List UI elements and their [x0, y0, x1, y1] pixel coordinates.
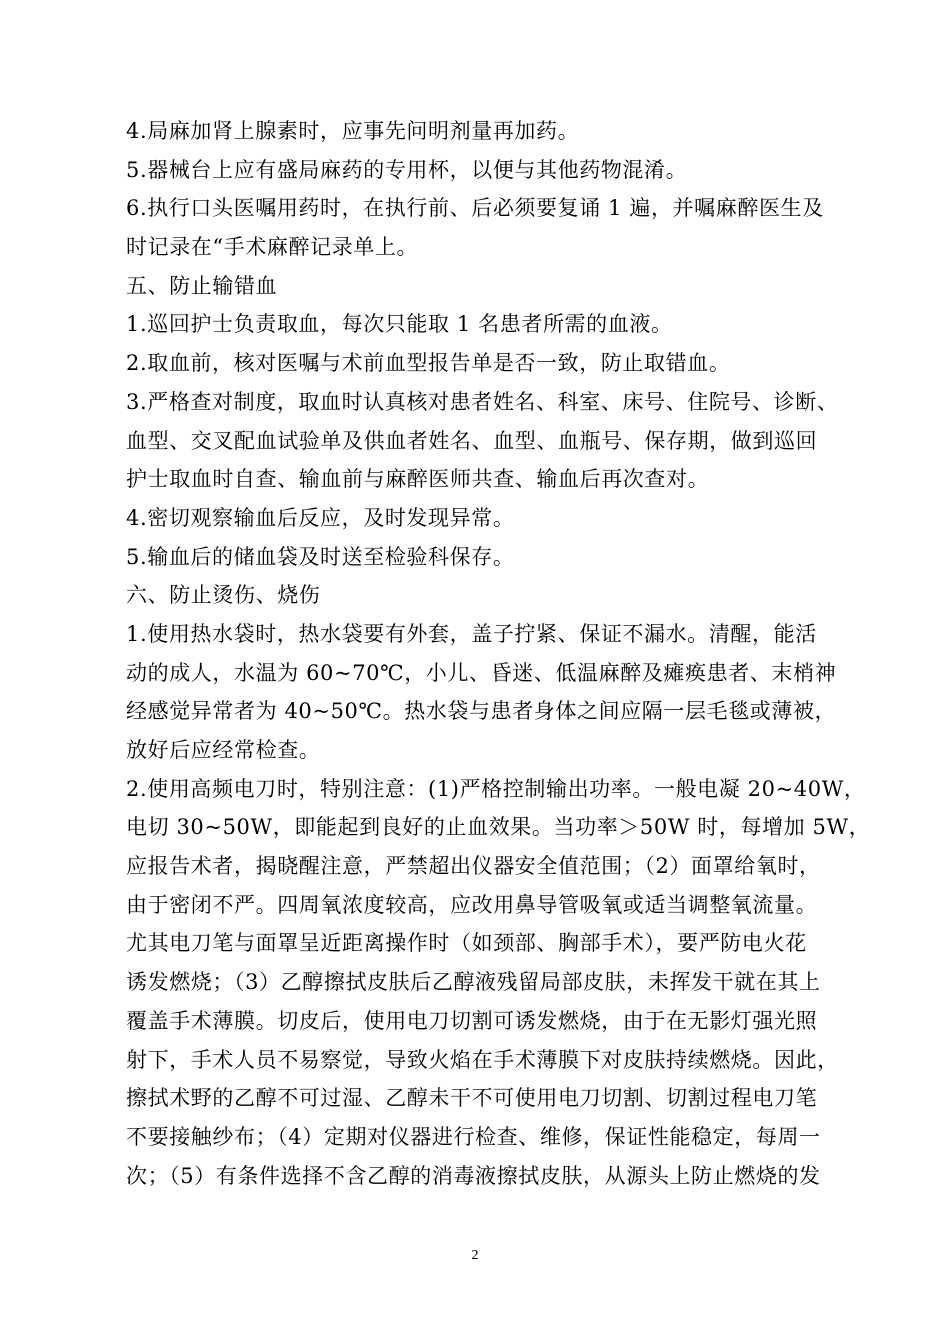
- text-line: 护士取血时自查、输血前与麻醉医师共查、输血后再次查对。: [126, 467, 710, 492]
- text-line: 覆盖手术薄膜。切皮后，使用电刀切割可诱发燃烧，由于在无影灯强光照: [126, 1008, 818, 1033]
- text-line: 5.输血后的储血袋及时送至检验科保存。: [126, 544, 515, 569]
- text-line: 擦拭术野的乙醇不可过湿、乙醇未干不可使用电刀切割、切割过程电刀笔: [126, 1086, 818, 1111]
- text-line: 不要接触纱布；（4）定期对仪器进行检查、维修，保证性能稳定，每周一: [126, 1124, 821, 1149]
- text-line: 时记录在“手术麻醉记录单上。: [126, 235, 419, 260]
- section-heading: 五、防止输错血: [126, 273, 278, 298]
- text-line: 次；（5）有条件选择不含乙醇的消毒液擦拭皮肤，从源头上防止燃烧的发: [126, 1163, 821, 1188]
- text-line: 1.巡回护士负责取血，每次只能取 1 名患者所需的血液。: [126, 312, 673, 337]
- text-line: 血型、交叉配血试验单及供血者姓名、血型、血瓶号、保存期，做到巡回: [126, 428, 818, 453]
- text-line: 电切 30~50W，即能起到良好的止血效果。当功率＞50W 时，每增加 5W，: [126, 815, 871, 840]
- text-line: 由于密闭不严。四周氧浓度较高，应改用鼻导管吸氧或适当调整氧流量。: [126, 892, 818, 917]
- text-line: 4.密切观察输血后反应，及时发现异常。: [126, 505, 515, 530]
- text-line: 射下，手术人员不易察觉，导致火焰在手术薄膜下对皮肤持续燃烧。因此，: [126, 1047, 839, 1072]
- text-line: 诱发燃烧；（3）乙醇擦拭皮肤后乙醇液残留局部皮肤，未挥发干就在其上: [126, 970, 821, 995]
- text-line: 经感觉异常者为 40~50℃。热水袋与患者身体之间应隔一层毛毯或薄被，: [126, 699, 837, 724]
- text-line: 放好后应经常检查。: [126, 738, 321, 762]
- text-line: 尤其电刀笔与面罩呈近距离操作时（如颈部、胸部手术），要严防电火花: [126, 931, 807, 956]
- text-line: 2.使用高频电刀时，特别注意：(1)严格控制输出功率。一般电凝 20~40W，: [126, 776, 866, 801]
- section-heading: 六、防止烫伤、烧伤: [126, 583, 321, 608]
- text-line: 1.使用热水袋时，热水袋要有外套，盖子拧紧、保证不漏水。清醒，能活: [126, 621, 817, 646]
- document-body: [126, 112, 871, 1195]
- text-line: 动的成人，水温为 60~70℃，小儿、昏迷、低温麻醉及瘫痪患者、末梢神: [126, 660, 837, 685]
- text-line: 3.严格查对制度，取血时认真核对患者姓名、科室、床号、住院号、诊断、: [126, 389, 839, 414]
- page-number: 2: [471, 1248, 479, 1263]
- text-line: 6.执行口头医嘱用药时，在执行前、后必须要复诵 1 遍，并嘱麻醉医生及: [126, 196, 824, 221]
- text-line: 应报告术者，揭晓醒注意，严禁超出仪器安全值范围；（2）面罩给氧时，: [126, 854, 821, 879]
- text-line: 5.器械台上应有盛局麻药的专用杯，以便与其他药物混淆。: [126, 157, 688, 182]
- text-line: 2.取血前，核对医嘱与术前血型报告单是否一致，防止取错血。: [126, 351, 731, 376]
- text-line: 4.局麻加肾上腺素时，应事先问明剂量再加药。: [126, 119, 580, 143]
